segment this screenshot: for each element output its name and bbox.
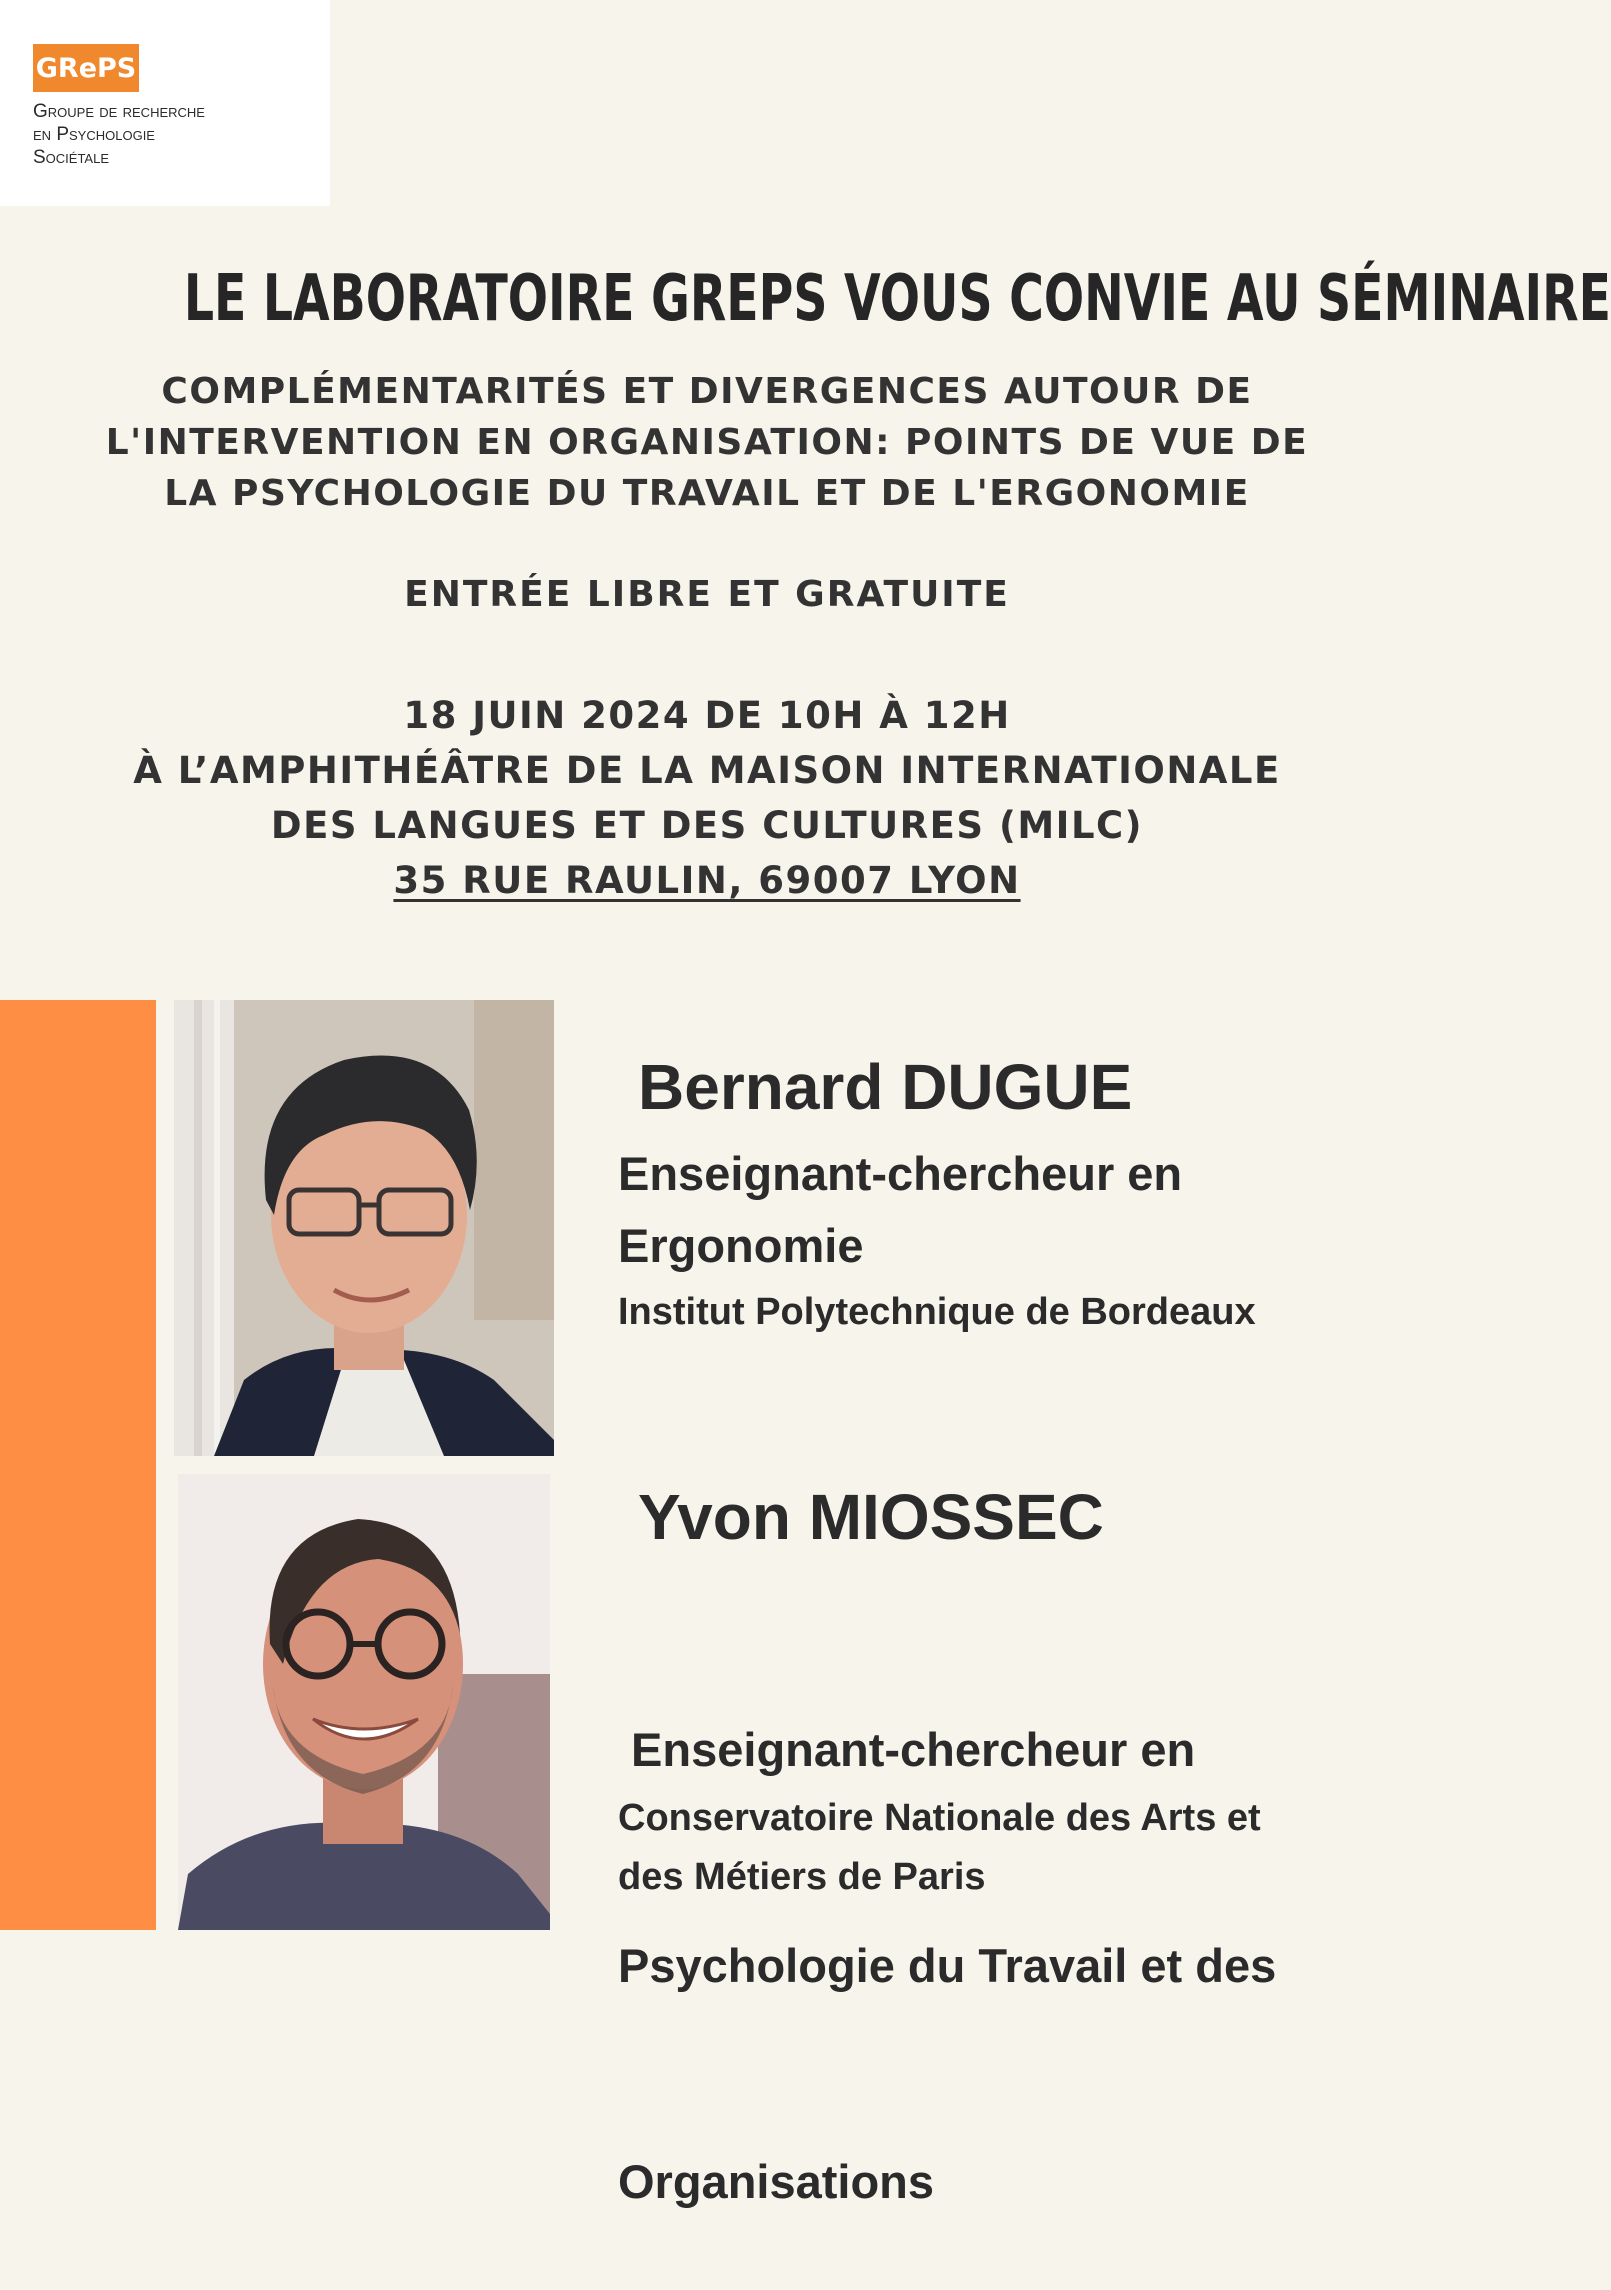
event-venue-line: À L’AMPHITHÉÂTRE DE LA MAISON INTERNATIONALE <box>133 749 1281 792</box>
speaker-role-line: Psychologie du Travail et des <box>618 1939 1277 1992</box>
speaker-photo-bernard <box>174 1000 554 1456</box>
seminar-title-line: LA PSYCHOLOGIE DU TRAVAIL ET DE L'ERGONOMIE <box>164 473 1250 514</box>
event-date: 18 JUIN 2024 DE 10H À 12H <box>403 694 1011 737</box>
seminar-title-line: L'INTERVENTION EN ORGANISATION: POINTS DE VUE DE <box>105 422 1309 463</box>
entry-notice: ENTRÉE LIBRE ET GRATUITE <box>404 574 1010 615</box>
logo-line: en Psychologie <box>33 124 155 145</box>
speaker-name: Yvon MIOSSEC <box>638 1481 1104 1553</box>
event-venue-line: DES LANGUES ET DES CULTURES (MILC) <box>270 804 1144 847</box>
event-info <box>40 688 1374 908</box>
logo-line: Groupe de recherche <box>33 101 205 122</box>
speaker-institution-line: Institut Polytechnique de Bordeaux <box>618 1291 1256 1333</box>
speaker-role-line: Organisations <box>618 2155 935 2208</box>
speaker-institution <box>618 1789 1261 1907</box>
speaker-role <box>618 1570 1276 2290</box>
event-address-link[interactable]: 35 RUE RAULIN, 69007 LYON <box>393 859 1021 902</box>
seminar-title <box>40 366 1374 519</box>
speaker-photo-yvon <box>178 1474 550 1930</box>
speaker-role-line: Ergonomie <box>618 1219 864 1272</box>
logo-text <box>33 100 205 169</box>
speaker-name: Bernard DUGUE <box>638 1051 1133 1123</box>
seminar-title-line: COMPLÉMENTARITÉS ET DIVERGENCES AUTOUR DE <box>161 371 1253 412</box>
accent-bar <box>0 1000 156 1930</box>
speaker-institution-line: des Métiers de Paris <box>618 1856 986 1898</box>
speaker-institution-line: Conservatoire Nationale des Arts et <box>618 1797 1261 1839</box>
logo <box>0 0 330 206</box>
logo-badge: GRePS <box>33 44 139 92</box>
speaker-institution <box>618 1283 1256 1342</box>
speaker-role-line: Enseignant-chercheur en <box>618 1723 1196 1776</box>
speaker-role-line: Enseignant-chercheur en <box>618 1147 1183 1200</box>
page-title: LE LABORATOIRE GREPS VOUS CONVIE AU SÉMINAIRE <box>183 262 1611 336</box>
logo-line: Sociétale <box>33 147 110 168</box>
speaker-role <box>618 1138 1182 1282</box>
